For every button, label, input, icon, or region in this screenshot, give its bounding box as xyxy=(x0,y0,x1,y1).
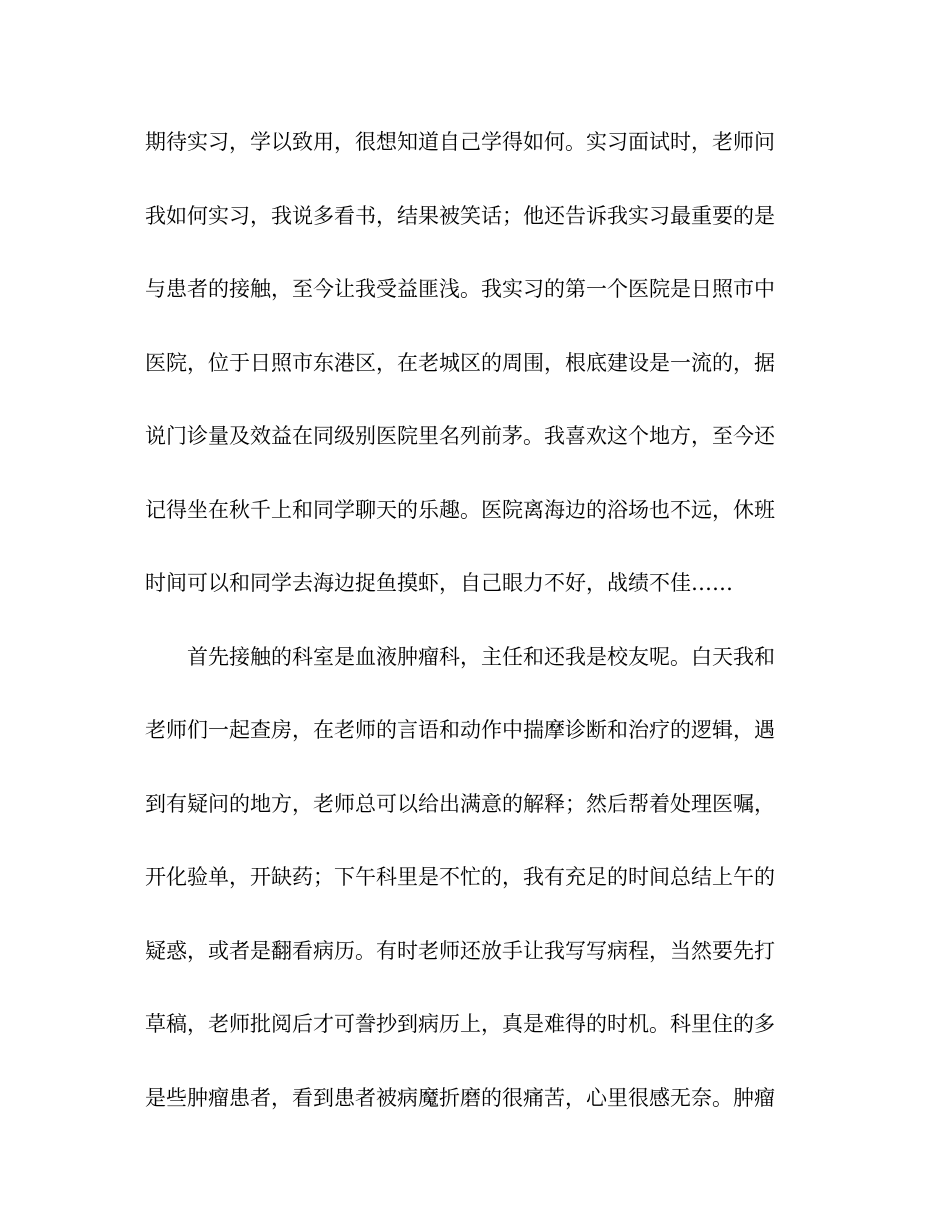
text-line: 开化验单，开缺药；下午科里是不忙的，我有充足的时间总结上午的 xyxy=(145,865,775,889)
text-line: 老师们一起查房，在老师的言语和动作中揣摩诊断和治疗的逻辑，遇 xyxy=(145,718,775,742)
body-text xyxy=(145,121,800,1150)
text-line: 说门诊量及效益在同级别医院里名列前茅。我喜欢这个地方，至今还 xyxy=(145,424,775,448)
text-line: 时间可以和同学去海边捉鱼摸虾，自己眼力不好，战绩不佳…… xyxy=(145,571,733,595)
text-line: 记得坐在秋千上和同学聊天的乐趣。医院离海边的浴场也不远，休班 xyxy=(145,497,775,522)
text-line: 疑惑，或者是翻看病历。有时老师还放手让我写写病程，当然要先打 xyxy=(145,938,775,963)
text-line: 是些肿瘤患者，看到患者被病魔折磨的很痛苦，心里很感无奈。肿瘤 xyxy=(145,1085,775,1110)
text-line: 草稿，老师批阅后才可誊抄到病历上，真是难得的时机。科里住的多 xyxy=(145,1012,775,1036)
paragraph-start-line: 首先接触的科室是血液肿瘤科，主任和还我是校友呢。白天我和 xyxy=(187,644,775,669)
text-line: 期待实习，学以致用，很想知道自己学得如何。实习面试时，老师问 xyxy=(145,130,775,154)
text-line: 我如何实习，我说多看书，结果被笑话；他还告诉我实习最重要的是 xyxy=(145,203,775,228)
text-line: 与患者的接触，至今让我受益匪浅。我实习的第一个医院是日照市中 xyxy=(145,277,775,301)
text-line: 到有疑问的地方，老师总可以给出满意的解释；然后帮着处理医嘱， xyxy=(145,791,775,816)
text-line: 医院，位于日照市东港区，在老城区的周围，根底建设是一流的，据 xyxy=(145,350,775,375)
